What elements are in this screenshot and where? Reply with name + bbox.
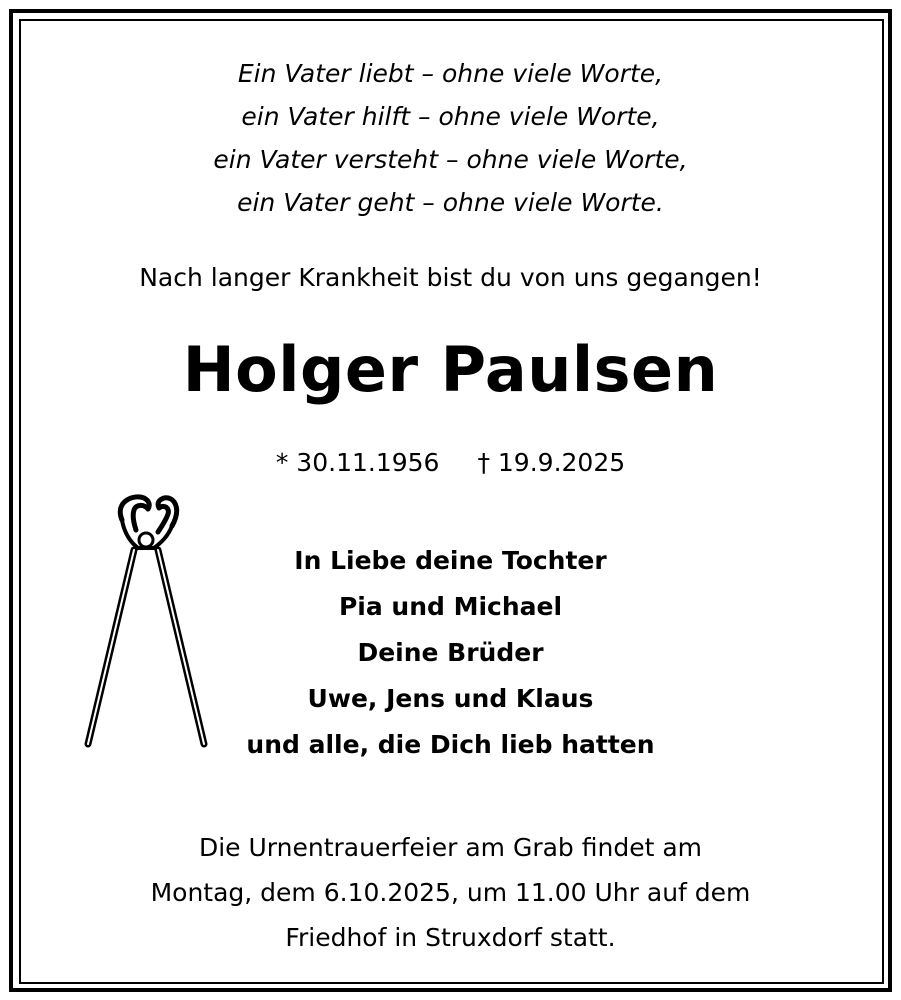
service-line: Friedhof in Struxdorf statt. <box>285 923 616 952</box>
service-info <box>0 825 901 960</box>
mourner-line: Deine Brüder <box>357 638 544 667</box>
life-dates <box>0 446 901 480</box>
service-line: Die Urnentrauerfeier am Grab findet am <box>198 833 703 862</box>
verse-line: ein Vater versteht – ohne viele Worte, <box>213 145 688 174</box>
mourner-line: Uwe, Jens und Klaus <box>307 684 594 713</box>
intro-text: Nach langer Krankheit bist du von uns gegangen! <box>139 263 762 292</box>
death-date: † 19.9.2025 <box>477 448 626 477</box>
mourner-line: Pia und Michael <box>338 592 563 621</box>
service-line: Montag, dem 6.10.2025, um 11.00 Uhr auf dem <box>150 878 751 907</box>
verse-line: ein Vater geht – ohne viele Worte. <box>237 188 664 217</box>
verse-line: ein Vater hilft – ohne viele Worte, <box>241 102 660 131</box>
verse-line: Ein Vater liebt – ohne viele Worte, <box>237 59 664 88</box>
mourner-line: In Liebe deine Tochter <box>294 546 607 575</box>
mourner-line: und alle, die Dich lieb hatten <box>246 730 655 759</box>
verse <box>0 52 901 224</box>
birth-date: * 30.11.1956 <box>275 448 440 477</box>
mourners <box>0 538 901 768</box>
deceased-name: Holger Paulsen <box>182 333 719 406</box>
